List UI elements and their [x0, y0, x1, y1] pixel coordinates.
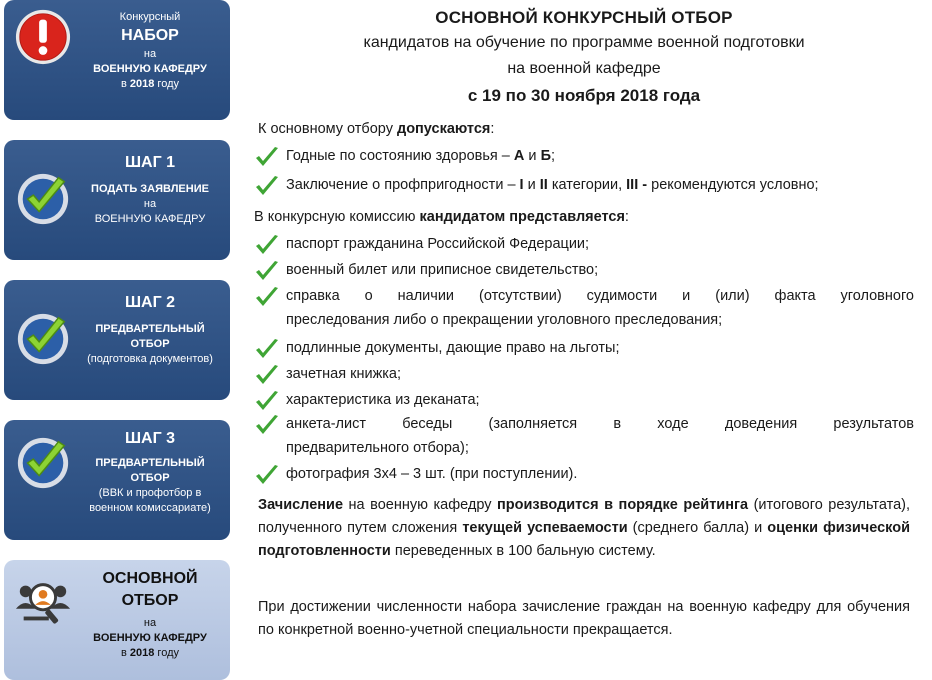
card-top-line4: ВОЕННУЮ КАФЕДРУ [93, 63, 207, 75]
step2-bold2: ОТБОР [130, 338, 170, 350]
check-icon [254, 259, 280, 283]
step1-title: ШАГ 1 [124, 154, 176, 171]
card-bottom-line2: ОТБОР [121, 592, 179, 609]
alert-icon [14, 8, 72, 66]
check-icon [254, 363, 280, 387]
step3-bold1: ПРЕДВАРТЕЛЬНЫЙ [95, 457, 205, 469]
card-bottom-line4: ВОЕННУЮ КАФЕДРУ [93, 632, 207, 644]
card-bottom-line3: на [143, 617, 157, 629]
step2-title: ШАГ 2 [124, 294, 176, 311]
page-subtitle-1: кандидатов на обучение по программе военной подготовки [363, 34, 805, 51]
candidate-heading: В конкурсную комиссию кандидатом представляется: [254, 209, 629, 225]
card-step-3 [4, 420, 230, 540]
page-dates: с 19 по 30 ноября 2018 года [467, 86, 701, 105]
card-step-1 [4, 140, 230, 260]
step1-bold: ПОДАТЬ ЗАЯВЛЕНИЕ [91, 183, 209, 195]
step2-bold1: ПРЕДВАРТЕЛЬНЫЙ [95, 323, 205, 335]
card-bottom-line1: ОСНОВНОЙ [102, 570, 198, 587]
card-top-line1: Конкурсный [119, 11, 181, 23]
card-contest-enrollment [4, 0, 230, 120]
step3-note2: военном комиссариате) [89, 502, 211, 514]
main-content: ОСНОВНОЙ КОНКУРСНЫЙ ОТБОР кандидатов на обучение по программе военной подготовки на военной кафедре с 19 по 30 ноября 2018 года К основному отбору допускаются: Годные по состоянию здоровья – А и Б; Заключение о профпригодности – I и II категории, III - рекомендуются условно; В конкурсную комиссию кандидатом представляется: паспорт гражданина Российской Федерации; военный билет или приписное свидетельство; справка о наличии (отсутствии) судимости и (или) факта уголовного преследования либо о прекращении уголовного преследования; подлинные документы, дающие право на льготы; зачетная книжка; характеристика из деканата; анкета-лист беседы (заполняется в ходе доведения результатов предварительного отбора); фотография 3х4 – 3 шт. (при поступлении). Зачисление на военную кафедру производится в порядке рейтинга (итогового результата), полученного путем сложения текущей успеваемости (среднего балла) и оценки физической подготовленности переведенных в 100 бальную систему. При достижении численности набора зачисление граждан на военную кафедру для обучения по конкретной военно-учетной специальности прекращается. [236, 0, 932, 680]
checkmark-badge-icon [14, 434, 72, 492]
card-bottom-line5: в 2018 году [120, 647, 179, 659]
step2-note: (подготовка документов) [87, 353, 213, 365]
step1-line3: на [143, 198, 157, 210]
final-paragraph: При достижении численности набора зачисление граждан на военную кафедру для обучения по конкретной военно-учетной специальности прекращается. [258, 599, 910, 638]
sidebar [0, 0, 236, 680]
checkmark-badge-icon [14, 310, 72, 368]
checkmark-badge-icon [14, 170, 72, 228]
check-icon [254, 389, 280, 413]
step3-note1: (ВВК и профотбор в [98, 487, 202, 499]
check-icon [254, 285, 280, 309]
page-subtitle-2: на военной кафедре [507, 60, 661, 77]
enrollment-paragraph: Зачисление на военную кафедру производится в порядке рейтинга (итогового результата), полученного путем сложения текущей успеваемости (среднего балла) и оценки физической подготовленности переведенных в 100 бальную систему. [258, 497, 911, 559]
card-top-line3: на [143, 48, 157, 60]
check-icon [254, 463, 280, 487]
check-icon [254, 174, 280, 198]
card-step-2 [4, 280, 230, 400]
check-icon [254, 233, 280, 257]
step3-bold2: ОТБОР [130, 472, 170, 484]
page-title: ОСНОВНОЙ КОНКУРСНЫЙ ОТБОР [435, 8, 733, 27]
card-top-line5: в 2018 году [120, 78, 179, 90]
step1-line4: ВОЕННУЮ КАФЕДРУ [94, 213, 206, 225]
check-icon [254, 337, 280, 361]
check-icon [254, 413, 280, 437]
candidate-search-icon [14, 574, 72, 632]
step3-title: ШАГ 3 [124, 430, 176, 447]
admit-heading: К основному отбору допускаются: [258, 121, 495, 137]
check-icon [254, 145, 280, 169]
card-top-line2: НАБОР [121, 27, 179, 44]
card-main-selection [4, 560, 230, 680]
